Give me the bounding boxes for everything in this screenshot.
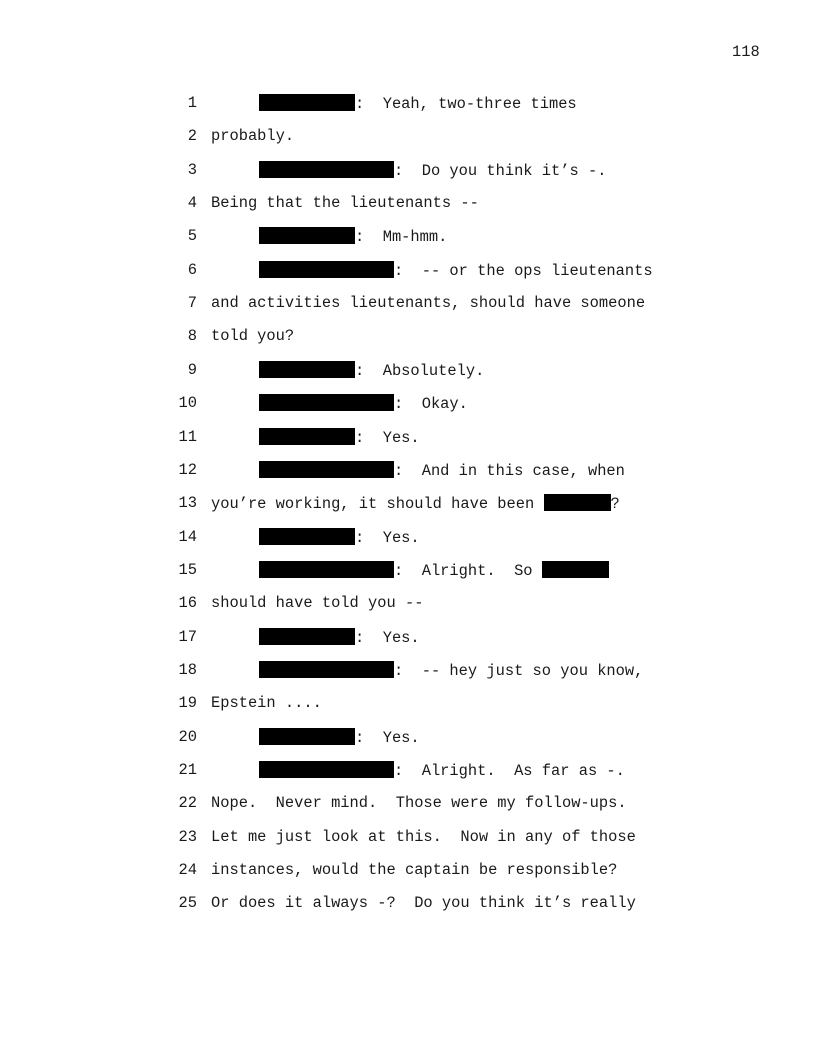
line-number: 1 — [187, 94, 197, 112]
line-content: : Okay. — [394, 395, 468, 414]
transcript-line — [0, 94, 816, 118]
transcript-line — [0, 694, 816, 718]
transcript-line — [0, 661, 816, 685]
name-redaction — [542, 561, 609, 578]
speaker-redaction — [259, 361, 355, 378]
line-number: 24 — [178, 861, 197, 880]
line-number: 23 — [178, 827, 197, 846]
line-number: 7 — [187, 294, 197, 313]
line-number: 25 — [178, 894, 197, 913]
line-content: and activities lieutenants, should have someone — [211, 294, 646, 313]
line-number: 21 — [178, 761, 197, 779]
line-content: probably. — [211, 127, 295, 146]
line-text — [211, 127, 294, 145]
line-text — [211, 327, 294, 345]
transcript-line — [0, 894, 816, 918]
speaker-redaction — [259, 394, 394, 411]
line-text — [211, 294, 645, 312]
transcript-line — [0, 461, 816, 485]
line-content: : Yes. — [355, 728, 420, 747]
line-number: 3 — [187, 160, 197, 179]
speaker-redaction — [259, 728, 355, 745]
line-text — [211, 194, 479, 212]
line-text — [259, 161, 606, 180]
transcript-line — [0, 361, 816, 385]
speaker-redaction — [259, 261, 394, 278]
line-number: 9 — [187, 360, 197, 379]
line-tail: ? — [610, 495, 620, 514]
transcript-line — [0, 761, 816, 785]
speaker-redaction — [259, 94, 355, 111]
line-number: 19 — [178, 694, 197, 713]
speaker-redaction — [259, 161, 394, 178]
line-number: 15 — [178, 560, 197, 579]
line-text — [259, 628, 420, 647]
line-number: 8 — [187, 327, 197, 346]
line-content: : Alright. So — [394, 561, 542, 580]
transcript-line — [0, 327, 816, 351]
transcript-line — [0, 528, 816, 552]
speaker-redaction — [259, 528, 355, 545]
line-number: 22 — [178, 794, 197, 813]
line-number: 6 — [187, 260, 197, 279]
line-number: 2 — [187, 127, 197, 146]
transcript-line — [0, 794, 816, 818]
line-content: : -- hey just so you know, — [394, 661, 644, 680]
transcript-line — [0, 494, 816, 518]
line-text — [211, 794, 627, 812]
transcript-line — [0, 194, 816, 218]
line-content: : Yes. — [355, 628, 420, 647]
line-content: Being that the lieutenants -- — [211, 194, 479, 213]
line-text — [259, 94, 577, 113]
page-number: 118 — [732, 43, 760, 61]
transcript-line — [0, 227, 816, 251]
speaker-redaction — [259, 761, 394, 778]
transcript-line — [0, 728, 816, 752]
line-number: 18 — [178, 660, 197, 679]
line-text — [259, 561, 609, 580]
line-text — [211, 861, 617, 879]
line-text — [259, 261, 653, 280]
line-content: : Yeah, two-three times — [355, 95, 577, 113]
line-text — [259, 461, 625, 480]
line-content: told you? — [211, 327, 295, 346]
line-text — [211, 894, 636, 912]
line-text — [259, 361, 484, 380]
transcript-line — [0, 161, 816, 185]
line-text — [211, 694, 322, 712]
line-content: Nope. Never mind. Those were my follow-ups. — [211, 794, 627, 813]
line-text — [259, 227, 447, 246]
line-text — [259, 661, 643, 680]
line-content: Or does it always -? Do you think it’s really — [211, 894, 636, 913]
transcript-line — [0, 394, 816, 418]
line-text — [211, 494, 620, 513]
line-number: 10 — [178, 394, 197, 413]
line-content: instances, would the captain be responsible? — [211, 861, 618, 880]
transcript-line — [0, 561, 816, 585]
line-content: you’re working, it should have been — [211, 495, 544, 514]
line-number: 14 — [178, 527, 197, 546]
speaker-redaction — [259, 428, 355, 445]
line-content: : -- or the ops lieutenants — [394, 261, 653, 280]
speaker-redaction — [259, 561, 394, 578]
line-content: : And in this case, when — [394, 461, 625, 480]
line-text — [259, 428, 420, 447]
line-content: Epstein .... — [211, 694, 322, 713]
name-redaction — [544, 494, 611, 511]
line-text — [259, 761, 625, 780]
line-number: 17 — [178, 627, 197, 646]
line-content: : Mm-hmm. — [355, 228, 448, 247]
line-content: should have told you -- — [211, 594, 424, 613]
line-content: : Yes. — [355, 428, 420, 447]
transcript-line — [0, 294, 816, 318]
transcript-line — [0, 428, 816, 452]
line-content: : Yes. — [355, 528, 420, 547]
line-content: : Alright. As far as -. — [394, 762, 625, 780]
speaker-redaction — [259, 661, 394, 678]
transcript-line — [0, 828, 816, 852]
transcript-line — [0, 594, 816, 618]
line-number: 11 — [178, 427, 197, 446]
line-number: 12 — [178, 460, 197, 479]
line-content: : Absolutely. — [355, 361, 485, 380]
line-number: 5 — [187, 227, 197, 246]
transcript-line — [0, 127, 816, 151]
line-text — [259, 394, 468, 413]
line-text — [259, 528, 420, 547]
line-number: 16 — [178, 594, 197, 613]
line-number: 13 — [178, 494, 197, 513]
transcript-line — [0, 628, 816, 652]
transcript-line — [0, 261, 816, 285]
line-text — [211, 828, 636, 846]
line-number: 20 — [178, 727, 197, 746]
line-text — [259, 728, 420, 747]
speaker-redaction — [259, 461, 394, 478]
speaker-redaction — [259, 628, 355, 645]
line-text — [211, 594, 423, 612]
line-content: Let me just look at this. Now in any of those — [211, 827, 636, 846]
transcript-line — [0, 861, 816, 885]
speaker-redaction — [259, 227, 355, 244]
line-number: 4 — [187, 194, 197, 213]
line-content: : Do you think it’s -. — [394, 161, 607, 180]
